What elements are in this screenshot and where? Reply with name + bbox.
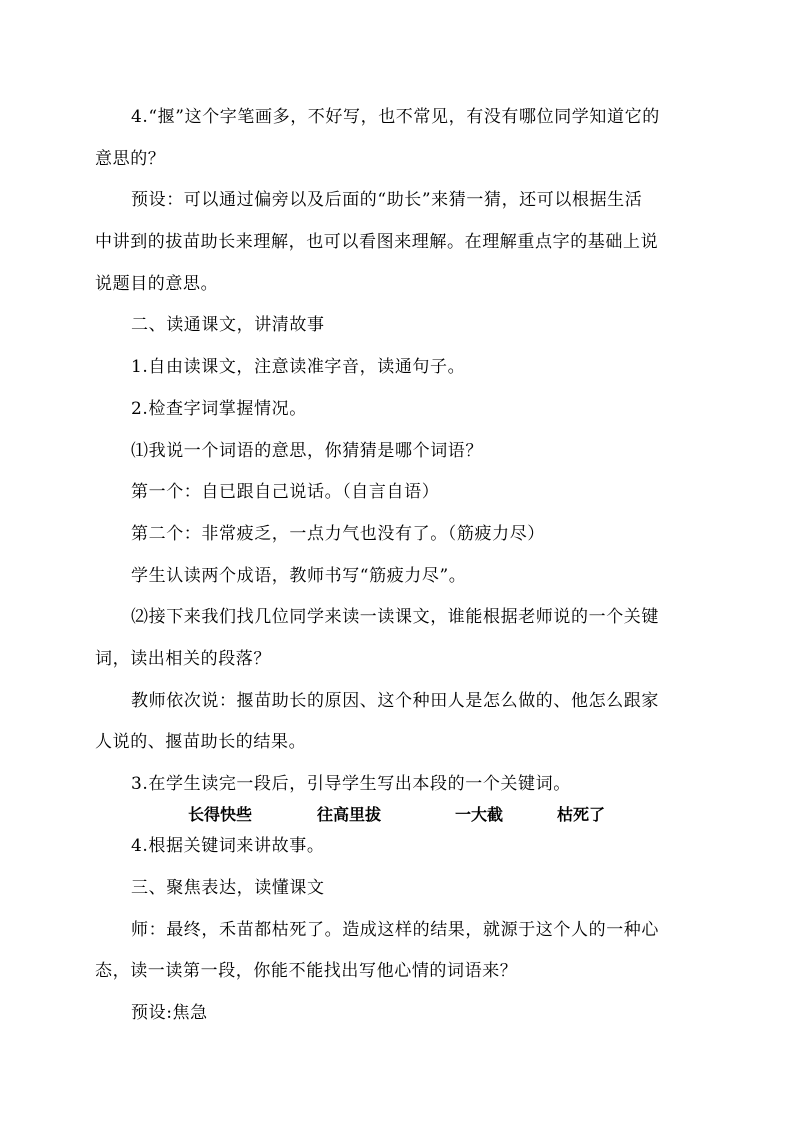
paragraph-line: 师：最终，禾苗都枯死了。造成这样的结果，就源于这个人的一种心 — [131, 920, 659, 940]
paragraph-line: 4.“揠”这个字笔画多，不好写，也不常见，有没有哪位同学知道它的 — [131, 107, 660, 127]
paragraph-line: 第二个：非常疲乏，一点力气也没有了。（筋疲力尽） — [131, 524, 545, 544]
paragraph-line: 词，读出相关的段落？ — [95, 649, 271, 669]
paragraph-line: 4.根据关键词来讲故事。 — [131, 836, 325, 856]
paragraph-line: 说题目的意思。 — [95, 274, 219, 294]
paragraph-line: 人说的、揠苗助长的结果。 — [95, 732, 307, 752]
paragraph-line: 2.检查字词掌握情况。 — [131, 399, 307, 419]
paragraph-line: 意思的？ — [95, 149, 166, 169]
paragraph-line: 学生认读两个成语，教师书写“筋疲力尽”。 — [131, 566, 467, 586]
paragraph-line: 中讲到的拔苗助长来理解，也可以看图来理解。在理解重点字的基础上说 — [95, 232, 659, 252]
section-heading: 二、读通课文，讲清故事 — [131, 315, 325, 335]
keyword: 一大截 — [455, 805, 504, 824]
paragraph-line: 态，读一读第一段，你能不能找出写他心情的词语来？ — [95, 961, 518, 981]
paragraph-line: ⑴我说一个词语的意思，你猜猜是哪个词语？ — [131, 441, 483, 461]
keyword: 枯死了 — [557, 805, 606, 824]
keyword: 往高里拔 — [317, 805, 382, 824]
section-heading: 三、聚焦表达，读懂课文 — [131, 878, 325, 898]
paragraph-line: ⑵接下来我们找几位同学来读一读课文，谁能根据老师说的一个关键 — [131, 607, 659, 627]
paragraph-line: 1.自由读课文，注意读准字音，读通句子。 — [131, 357, 466, 377]
paragraph-line: 第一个：自已跟自己说话。（自言自语） — [131, 482, 440, 502]
paragraph-line: 教师依次说：揠苗助长的原因、这个种田人是怎么做的、他怎么跟家 — [131, 691, 659, 711]
paragraph-line: 预设:焦急 — [131, 1003, 208, 1023]
paragraph-line: 预设：可以通过偏旁以及后面的“助长”来猜一猜，还可以根据生活 — [131, 190, 643, 210]
keyword: 长得快些 — [188, 805, 253, 824]
paragraph-line: 3.在学生读完一段后，引导学生写出本段的一个关键词。 — [131, 774, 571, 794]
